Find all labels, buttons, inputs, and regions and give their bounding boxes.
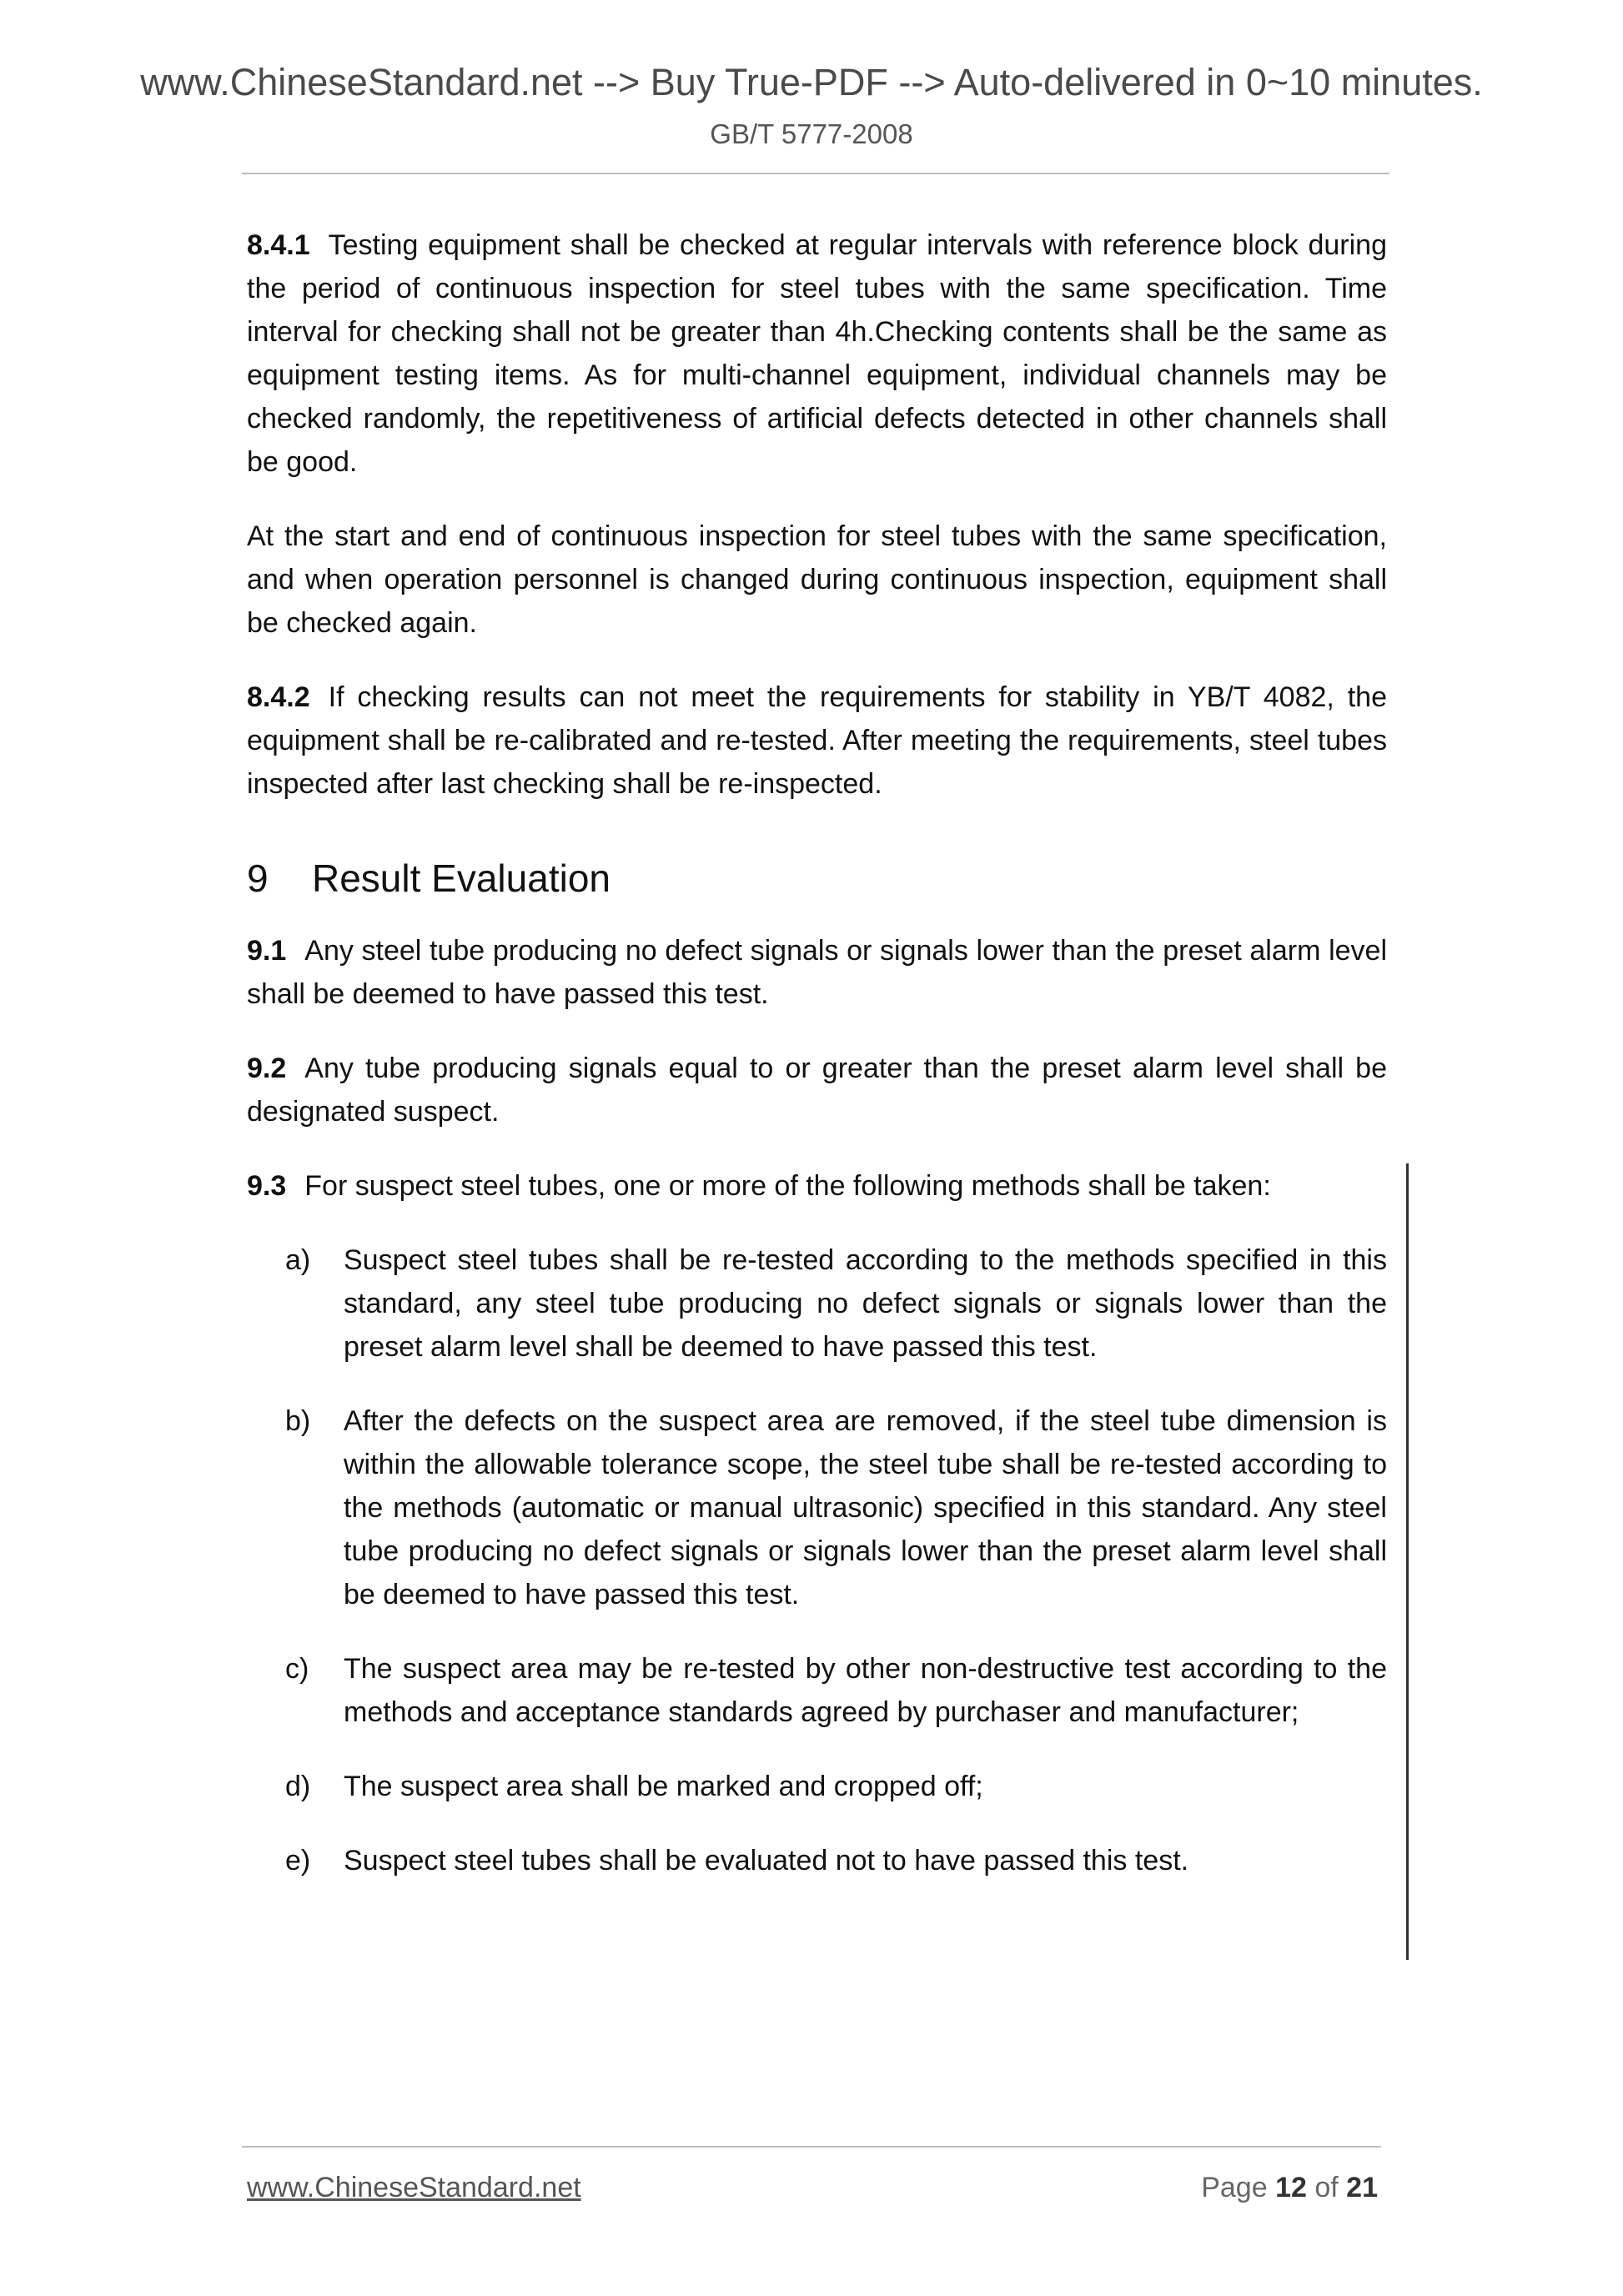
page-label: Page [1201,2172,1268,2203]
clause-8-4-1 [247,224,1387,484]
clause-text: If checking results can not meet the requirements for stability in YB/T 4082, the equipment shall be re-calibrated and re-tested. After meeting the requirements, steel tubes inspected after last checking shall be re-inspected. [247,681,1387,800]
clause-number: 9.2 [247,1053,287,1084]
clause-number: 8.4.1 [247,229,310,261]
clause-text: Testing equipment shall be checked at regular intervals with reference block during the period of continuous inspection for steel tubes with the same specification. Time interval for checking shall not be greater than 4h.Checking contents shall be the same as equipment testing items. As for multi-channel equipment, individual channels may be checked randomly, the repetitiveness of artificial defects detected in other channels shall be good. [247,229,1387,478]
clause-number: 8.4.2 [247,681,310,713]
list-item-text: Suspect steel tubes shall be re-tested according to the methods specified in this standard, any steel tube producing no defect signals or signals lower than the preset alarm level shall be deemed to have passed this test. [344,1244,1387,1363]
section-title: Result Evaluation [312,857,611,900]
list-item [247,1647,1387,1734]
document-body [247,224,1387,1913]
clause-8-4-1-paragraph-2 [247,515,1387,645]
list-item [247,1399,1387,1616]
list-item [247,1238,1387,1369]
page-total: 21 [1346,2172,1378,2203]
page-of-label: of [1314,2172,1339,2203]
site-banner: www.ChineseStandard.net --> Buy True-PDF --> Auto-delivered in 0~10 minutes. [140,61,1483,103]
list-marker: d) [285,1771,311,1802]
revision-change-bar [1406,1163,1409,1960]
list-item [247,1765,1387,1808]
list-item-text: Suspect steel tubes shall be evaluated not to have passed this test. [344,1845,1189,1876]
footer-divider [242,2146,1381,2148]
list-marker: a) [285,1244,311,1276]
list-item [247,1839,1387,1882]
header-divider [242,173,1389,174]
list-marker: b) [285,1405,311,1437]
list-item-text: The suspect area may be re-tested by other non-destructive test according to the methods and acceptance standards agreed by purchaser and manufacturer; [344,1653,1387,1728]
clause-9-2 [247,1047,1387,1133]
clause-9-3 [247,1164,1387,1208]
clause-number: 9.1 [247,935,287,967]
clause-9-1 [247,929,1387,1016]
clause-text: At the start and end of continuous inspection for steel tubes with the same specification, and when operation personnel is changed during continuous inspection, equipment shall be checked again. [247,520,1387,639]
section-heading-9 [247,857,1387,900]
clause-number: 9.3 [247,1170,287,1202]
clause-text: Any tube producing signals equal to or greater than the preset alarm level shall be designated suspect. [247,1053,1387,1128]
page-number [1201,2172,1378,2204]
footer-website-link[interactable]: www.ChineseStandard.net [247,2172,581,2203]
clause-text: Any steel tube producing no defect signals or signals lower than the preset alarm level shall be deemed to have passed this test. [247,935,1387,1010]
list-item-text: After the defects on the suspect area are removed, if the steel tube dimension is within the allowable tolerance scope, the steel tube shall be re-tested according to the methods (automatic or manual ultrasonic) specified in this standard. Any steel tube producing no defect signals or signals lower than the preset alarm level shall be deemed to have passed this test. [344,1405,1387,1610]
list-marker: e) [285,1845,311,1876]
list-marker: c) [285,1653,309,1685]
clause-text: For suspect steel tubes, one or more of the following methods shall be taken: [304,1170,1271,1202]
page-current: 12 [1275,2172,1307,2203]
clause-8-4-2 [247,676,1387,806]
section-number: 9 [247,857,269,900]
document-code: GB/T 5777-2008 [710,118,913,149]
list-item-text: The suspect area shall be marked and cropped off; [344,1771,983,1802]
